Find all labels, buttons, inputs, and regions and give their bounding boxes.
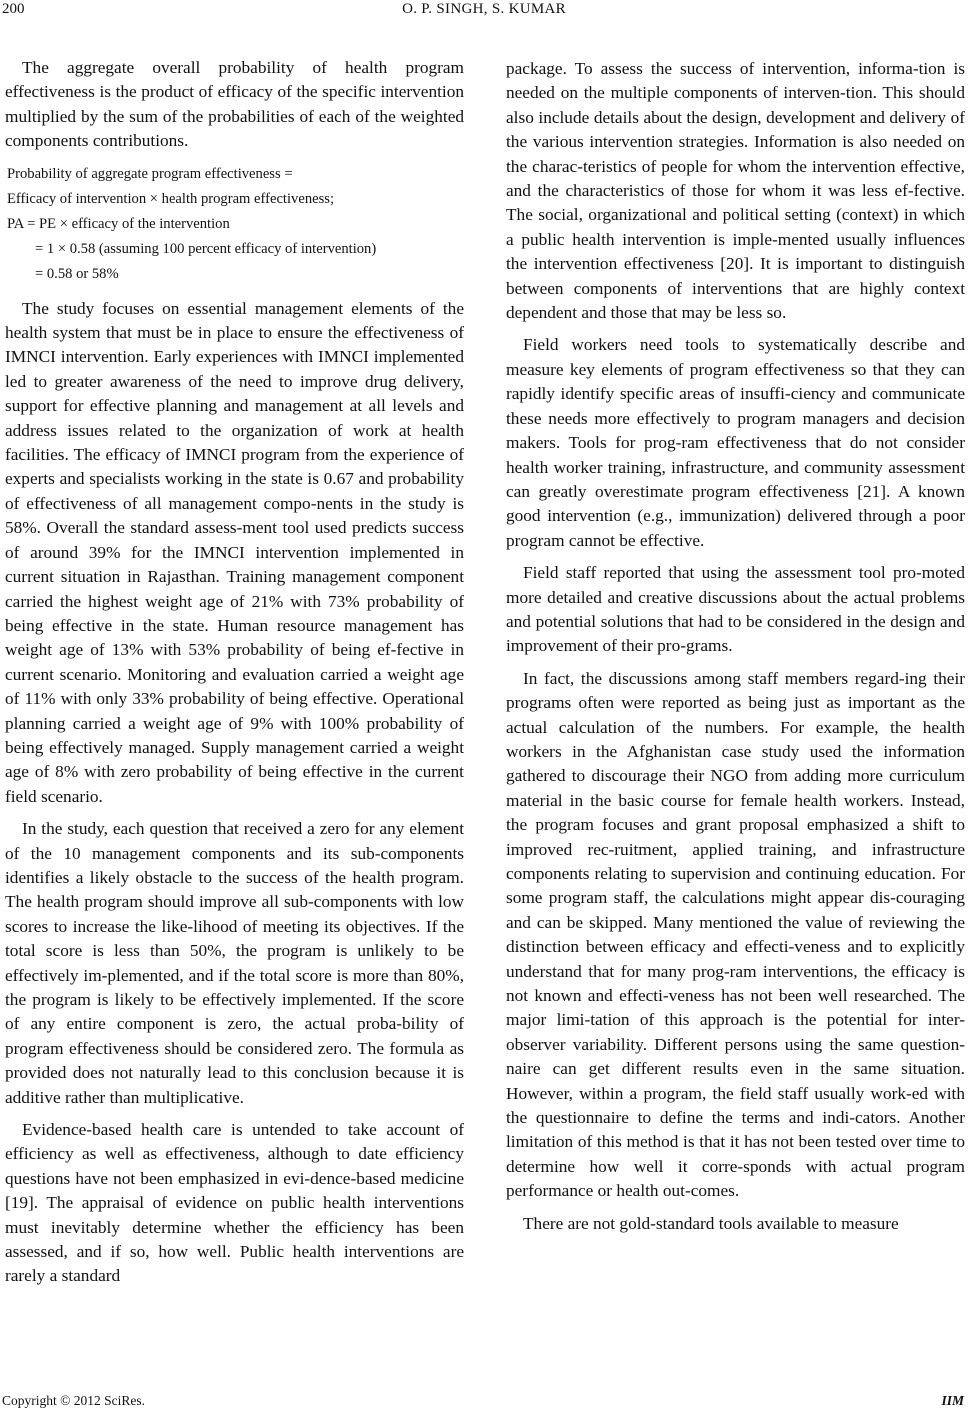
formula-line: = 1 × 0.58 (assuming 100 percent efficacy of intervention) (35, 240, 377, 257)
paragraph: Field staff reported that using the assessment tool pro-moted more detailed and creative discussions about the actual problems and potential solutions that had to be considered in the design and improvement of their pro-grams. (506, 563, 965, 656)
formula-line: Probability of aggregate program effectiveness = (7, 165, 293, 182)
paragraph: Field workers need tools to systematically describe and measure key elements of program effectiveness so that they can rapidly identify specific areas of insuffi-ciency and communicate these needs more effectively to program managers and decision makers. Tools for prog-ram effectiveness that do not consider health worker training, infrastructure, and community assessment can greatly overestimate program effectiveness [21]. A known good intervention (e.g., immunization) delivered through a poor program cannot be effective. (506, 335, 965, 550)
copyright-notice: Copyright © 2012 SciRes. (2, 1393, 146, 1408)
left-column (5, 56, 464, 1297)
page-number: 200 (2, 1, 25, 17)
running-head: O. P. SINGH, S. KUMAR (402, 1, 566, 17)
paragraph: In fact, the discussions among staff members regard-ing their programs often were reported as being just as important as the actual calculation of the numbers. For example, the health workers in the Afghanistan case study used the information gathered to discourage their NGO from adding more curriculum material in the basic course for female health workers. Instead, the program focuses and grant proposal emphasized a shift to improved rec-ruitment, applied training, and infrastructure components relating to supervision and continuing education. For some program staff, the calculations might appear dis-couraging and can be skipped. Many mentioned the value of reviewing the distinction between efficacy and effecti-veness and to explicitly understand that for many prog-ram interventions, the efficacy is not known and effecti-veness has not been well researched. The major limi-tation of this approach is the potential for inter-observer variability. Different persons using the same question-naire can get different results even in the same situation. However, within a program, the field staff usually work-ed with the questionnaire to define the terms and indi-cators. Another limitation of this method is that it has not been tested over time to determine how well it corre-sponds with actual program performance or health out-comes. (506, 668, 965, 1201)
formula-line: = 0.58 or 58% (35, 265, 119, 282)
formula-line: Efficacy of intervention × health program effectiveness; (7, 190, 335, 207)
paragraph: The study focuses on essential management elements of the health system that must be in place to ensure the effectiveness of IMNCI intervention. Early experiences with IMNCI implemented led to greater awareness of the need to improve drug delivery, support for effective planning and management at all levels and address issues related to the organization of work at health facilities. The efficacy of IMNCI program from the experience of experts and specialists working in the state is 0.67 and probability of effectiveness of all management compo-nents in the study is 58%. Overall the standard assess-ment tool used predicts success of around 39% for the IMNCI intervention implemented in current situation in Rajasthan. Training management component carried the highest weight age of 21% with 73% probability of being effective in the state. Human resource management has weight age of 13% with 53% probability of being ef-fective in current scenario. Monitoring and evaluation carried a weight age of 11% with only 33% probability of being effective. Operational planning carried a weight age of 9% with 100% probability of being effectively managed. Supply management carried a weight age of 8% with zero probability of being effective in the current field scenario. (5, 298, 464, 806)
paragraph: Evidence-based health care is untended to take account of efficiency as well as effectiveness, although to date efficiency questions have not been emphasized in evi-dence-based medicine [19]. The appraisal of evidence on public health interventions must inevitably determine whether the efficiency has been assessed, and if so, how well. Public health interventions are rarely a standard (5, 1120, 464, 1286)
paragraph: The aggregate overall probability of health program effectiveness is the product of efficacy of the specific intervention multiplied by the sum of the probabilities of each of the weighted components contributions. (5, 58, 464, 151)
paragraph: package. To assess the success of intervention, informa-tion is needed on the multiple components of interven-tion. This should also include details about the design, development and delivery of the various intervention strategies. Information is also needed on the charac-teristics of people for whom the intervention effective, and the characteristics of those for whom it was less ef-fective. The social, organizational and political setting (context) in which a public health intervention is imple-mented usually influences the intervention effectiveness [20]. It is important to distinguish between components of interventions that are highly context dependent and those that may be less so. (506, 59, 965, 323)
journal-abbreviation: IIM (941, 1393, 964, 1408)
paragraph: In the study, each question that received a zero for any element of the 10 management components and its sub-components identifies a likely obstacle to the success of the health program. The health program should improve all sub-components with low scores to increase the like-lihood of meeting its objectives. If the total score is less than 50%, the program is unlikely to be effectively im-plemented, and if the total score is more than 80%, the program is likely to be effectively implemented. If the score of any entire component is zero, the actual proba-bility of program effectiveness should be considered zero. The formula as provided does not naturally lead to this conclusion because it is additive rather than multiplicative. (5, 819, 464, 1107)
page-header (0, 0, 968, 24)
paragraph: There are not gold-standard tools available to measure (523, 1213, 899, 1233)
formula-line: PA = PE × efficacy of the intervention (7, 215, 230, 232)
page-footer (0, 1393, 968, 1413)
formula-block (7, 162, 464, 287)
right-column (506, 57, 965, 1244)
